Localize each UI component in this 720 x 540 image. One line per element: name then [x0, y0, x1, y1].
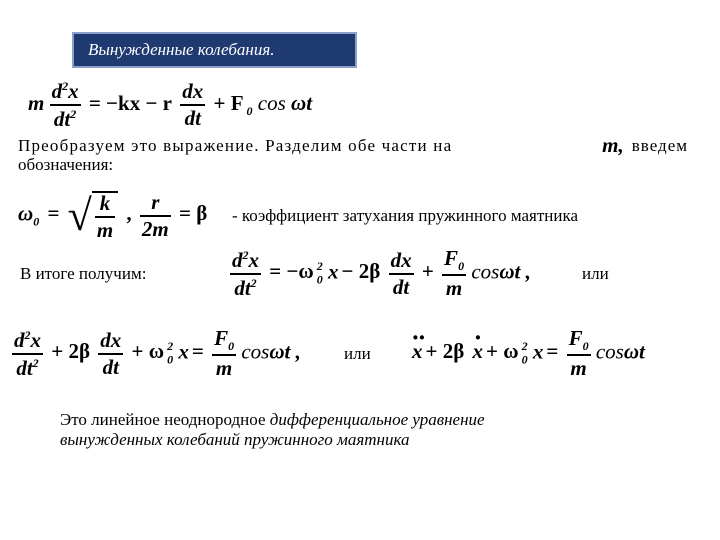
def-m: m	[96, 217, 114, 242]
eq-plus-f: + F	[213, 90, 244, 115]
eq-cos: cos	[257, 90, 286, 115]
definitions-equation	[18, 190, 210, 241]
eq-omega-t: ωt	[291, 90, 313, 115]
fraction-dx-dt	[180, 81, 205, 129]
sub-0: 0	[246, 104, 253, 118]
eq-minus-kx: = −kx − r	[88, 90, 172, 115]
den-dt2: dt	[184, 106, 201, 130]
conclusion-italic-1: дифференциальное уравнение	[269, 410, 485, 429]
paragraph-m: m,	[602, 133, 624, 157]
def-2m: 2m	[141, 216, 169, 241]
definition-description: - коэффициент затухания пружинного маятника	[232, 206, 579, 225]
eq-m: m	[28, 90, 45, 115]
fraction-d2x-dt2	[50, 80, 81, 130]
equation-result: $\frac{d^2x}{dt^2}$ = −ω $_0^2$ x − 2β $\frac{dx}{dt}$ + $\frac{F_0}{m}$ cosωt ,	[232, 246, 531, 301]
def-eq: =	[47, 201, 60, 226]
def-beta: = β	[179, 201, 208, 226]
slide-title	[72, 32, 357, 68]
equation-standard-form: $\frac{d^2x}{dt^2}$ + 2β $\frac{dx}{dt}$ + ω $_0^2$ x = $\frac{F_0}{m}$ cosωt ,	[14, 326, 301, 381]
def-omega: ω	[18, 201, 34, 226]
conclusion-italic-2: вынужденных колебаний пружинного маятника	[60, 430, 410, 449]
def-comma: ,	[126, 201, 132, 226]
slide-title-text: Вынужденные колебания.	[88, 40, 275, 59]
equation-main	[28, 80, 312, 130]
eq2-or: или	[344, 344, 371, 363]
conclusion-plain: Это линейное неоднородное	[60, 410, 270, 429]
fraction-r-2m	[140, 189, 171, 241]
sqrt-k-m: √ $\frac{k}{m}$	[68, 190, 119, 241]
paragraph-transform: Преобразуем это выражение. Разделим обе части на m, введем обозначения:	[18, 133, 688, 174]
num-d: d	[51, 79, 63, 103]
equation-dot-form: ·· x + 2β · x + ω $_0^2$ x = $\frac{F_0}{m}$ cosωt	[412, 328, 645, 379]
den-dt: dt	[53, 107, 71, 131]
sup-2b: 2	[70, 107, 77, 121]
result-label: В итоге получим:	[20, 264, 147, 283]
def-k: k	[95, 193, 115, 218]
num-dx: dx	[180, 81, 205, 106]
result-or: или	[582, 264, 609, 283]
def-sub0: 0	[33, 214, 40, 229]
def-r: r	[140, 192, 171, 217]
sup-2: 2	[62, 79, 69, 93]
paragraph-text: Преобразуем это выражение. Разделим обе части на	[18, 136, 453, 155]
conclusion-text	[60, 410, 660, 450]
num-x: x	[68, 79, 79, 103]
